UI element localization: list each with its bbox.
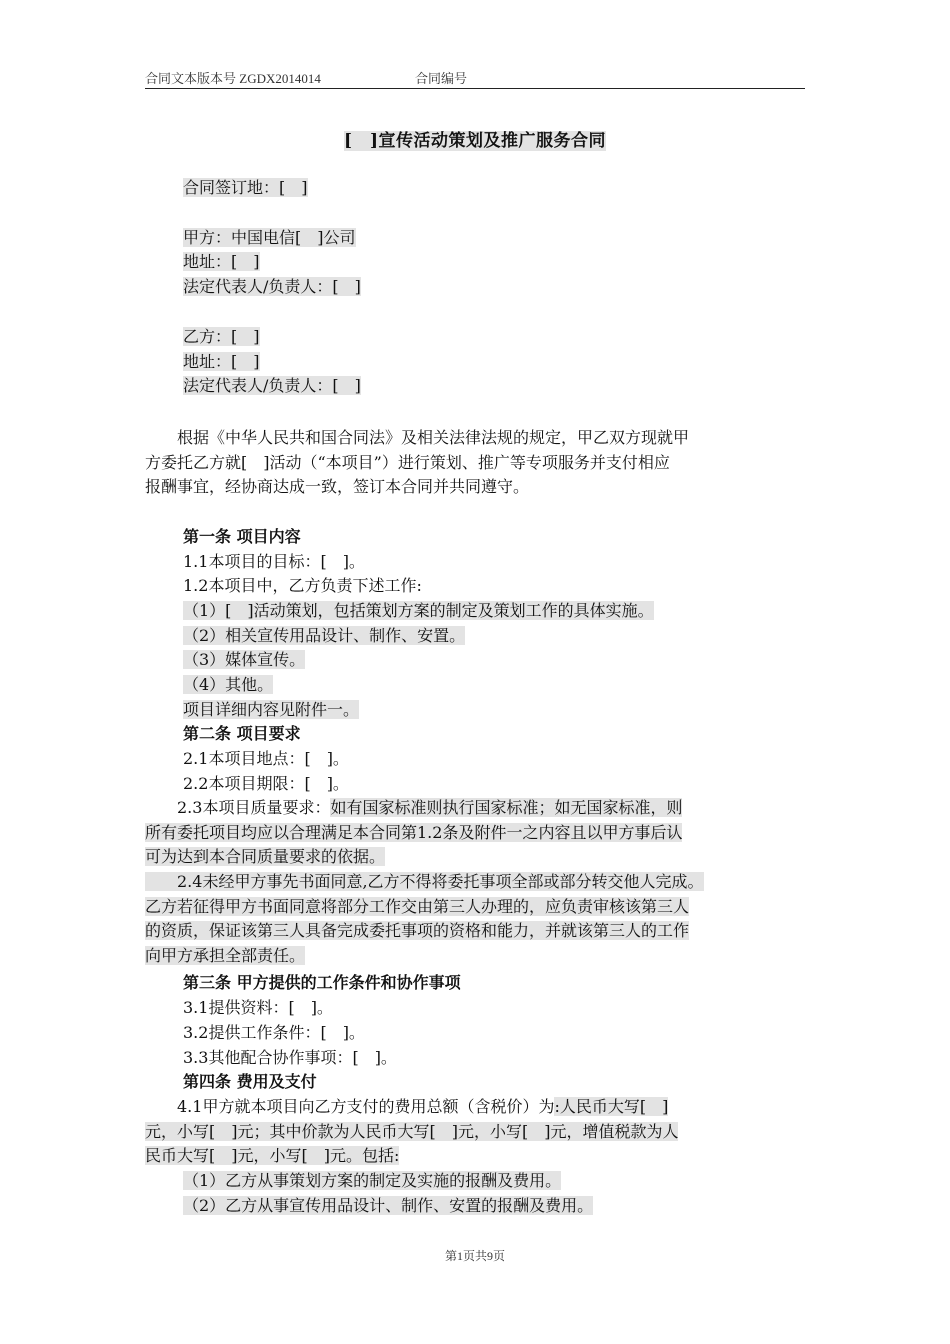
page-header (145, 66, 805, 89)
article-4-heading: 第四条 费用及支付 (183, 1072, 317, 1091)
page-number: 第1页共9页 (444, 1249, 505, 1263)
clause-4-1-label: 4.1甲方就本项目向乙方支付的费用总额（含税价）为 (145, 1097, 555, 1116)
article-3-heading: 第三条 甲方提供的工作条件和协作事项 (183, 973, 461, 992)
clause-2-4: 2.4未经甲方事先书面同意,乙方不得将委托事项全部或部分转交他人完成。 乙方若征得甲方书面同意将部分工作交由第三人办理的，应负责审核该第三人 的资质，保证该第三人具备完成委托事项的资格和能力，并就该第三人的工作 向甲方承担全部责任。 (145, 872, 704, 965)
clause-2-1: 2.1本项目地点：[ ]。 (183, 749, 349, 768)
clause-2-3: 2.3本项目质量要求：如有国家标准则执行国家标准；如无国家标准，则 所有委托项目均应以合理满足本合同第1.2条及附件一之内容且以甲方事后认 可为达到本合同质量要求的依据。 (145, 798, 683, 866)
work-item-1: （1）[ ]活动策划，包括策划方案的制定及策划工作的具体实施。 (183, 601, 654, 620)
party-a-rep: 法定代表人/负责人：[ ] (183, 277, 361, 296)
clause-2-3-text: 如有国家标准则执行国家标准；如无国家标准，则 (330, 798, 683, 817)
work-item-4: （4）其他。 (183, 675, 274, 694)
article-2-heading: 第二条 项目要求 (183, 724, 301, 743)
preamble (145, 426, 805, 500)
clause-2-3-label: 2.3本项目质量要求： (145, 798, 331, 817)
party-a-address: 地址：[ ] (183, 252, 260, 271)
clause-3-2: 3.2提供工作条件：[ ]。 (183, 1023, 365, 1042)
clause-1-1: 1.1本项目的目标：[ ]。 (183, 552, 365, 571)
clause-4-1: 4.1甲方就本项目向乙方支付的费用总额（含税价）为:人民币大写[ ] 元，小写[ ]元；其中价款为人民币大写[ ]元，小写[ ]元，增值税款为人 民币大写[ ]元，小写[ ]元。包括: (145, 1097, 679, 1165)
preamble-line: 报酬事宜，经协商达成一致，签订本合同并共同遵守。 (145, 477, 530, 496)
contract-number-label: 合同编号 (415, 71, 468, 86)
party-b-name: 乙方：[ ] (183, 327, 260, 346)
clause-3-1: 3.1提供资料：[ ]。 (183, 998, 333, 1017)
work-item-3: （3）媒体宣传。 (183, 650, 306, 669)
clause-3-3: 3.3其他配合协作事项：[ ]。 (183, 1048, 397, 1067)
fee-item-1: （1）乙方从事策划方案的制定及实施的报酬及费用。 (183, 1171, 562, 1190)
fee-item-2: （2）乙方从事宣传用品设计、制作、安置的报酬及费用。 (183, 1196, 594, 1215)
preamble-line: 方委托乙方就[ ]活动（“本项目”）进行策划、推广等专项服务并支付相应 (145, 452, 670, 472)
document-title (0, 126, 950, 151)
contract-version: 合同文本版本号 ZGDX2014014 (145, 71, 321, 86)
clause-2-2: 2.2本项目期限：[ ]。 (183, 774, 349, 793)
title-text: [ ]宣传活动策划及推广服务合同 (343, 131, 607, 151)
party-a-name: 甲方：中国电信[ ]公司 (183, 228, 356, 247)
article-1-heading: 第一条 项目内容 (183, 527, 301, 546)
clause-4-1-amount: :人民币大写[ ] (554, 1097, 669, 1116)
party-b-address: 地址：[ ] (183, 352, 260, 371)
clause-1-2: 1.2本项目中，乙方负责下述工作: (183, 576, 422, 595)
party-b-rep: 法定代表人/负责人：[ ] (183, 376, 361, 395)
preamble-line: 根据《中华人民共和国合同法》及相关法律法规的规定，甲乙双方现就甲 (145, 428, 690, 447)
annex-note: 项目详细内容见附件一。 (183, 700, 360, 719)
sign-place: 合同签订地：[ ] (183, 178, 308, 197)
work-item-2: （2）相关宣传用品设计、制作、安置。 (183, 626, 466, 645)
